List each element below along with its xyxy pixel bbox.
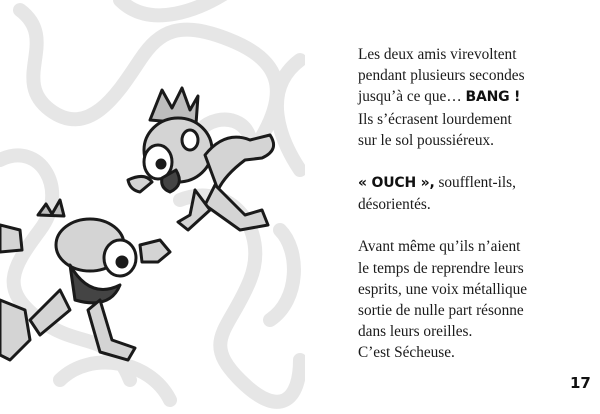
page-number: 17: [570, 374, 591, 392]
text-line: [358, 86, 590, 108]
swirl-background: [0, 0, 300, 402]
text-line: dans leurs oreilles.: [358, 323, 473, 341]
paragraph-1: [358, 44, 590, 151]
text-fragment: soufflent-ils,: [434, 174, 516, 192]
sound-effect-ouch: « OUCH »,: [358, 175, 435, 192]
text-line: sur le sol poussiéreux.: [358, 131, 494, 149]
text-line: sortie de nulle part résonne: [358, 302, 524, 320]
paragraph-gap: [358, 215, 590, 236]
character-upper: [128, 88, 274, 230]
text-line: Avant même qu’ils n’aient: [358, 238, 521, 256]
paragraph-3: [358, 236, 590, 363]
story-text: [358, 44, 590, 364]
text-line: le temps de reprendre leurs: [358, 259, 524, 277]
text-line: Les deux amis virevoltent: [358, 46, 517, 63]
text-line: Ils s’écrasent lourdement: [358, 110, 512, 128]
paragraph-gap: [358, 151, 590, 172]
paragraph-2: [358, 172, 590, 215]
text-line: pendant plusieurs secondes: [358, 67, 525, 85]
text-line: esprits, une voix métallique: [358, 280, 528, 298]
text-line: C’est Sécheuse.: [358, 344, 455, 362]
text-line: [358, 172, 590, 194]
text-line: désorientés.: [358, 196, 431, 214]
text-fragment: jusqu’à ce que…: [358, 88, 466, 106]
sound-effect-bang: BANG !: [465, 89, 521, 106]
